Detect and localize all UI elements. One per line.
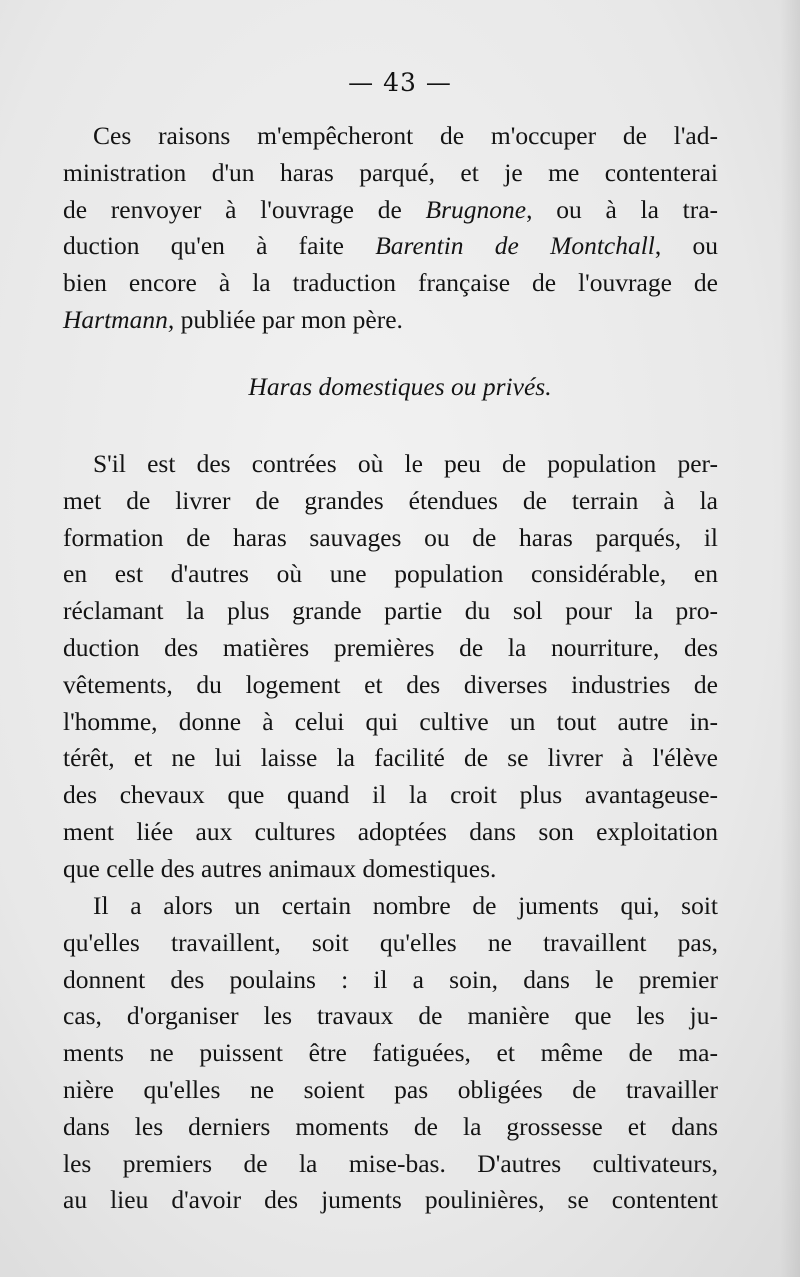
text-line: que celle des autres animaux domestiques.: [63, 853, 497, 883]
text-line: [63, 302, 718, 339]
author-name-hartmann: Hartmann,: [63, 304, 175, 334]
text-line: qu'elles travaillent, soit qu'elles ne travaillent pas,: [63, 927, 718, 957]
text-line: des chevaux que quand il la croit plus avantageuse-: [63, 780, 718, 810]
text-line: bien encore à la traduction française de l'ouvrage de: [63, 268, 718, 298]
text-line: duction des matières premières de la nourriture, des: [63, 632, 718, 662]
text-line: térêt, et ne lui laisse la facilité de se livrer à l'élève: [63, 743, 718, 773]
text-segment: publiée par mon père.: [174, 304, 403, 334]
paragraph-1: [63, 118, 718, 339]
text-line: dans les derniers moments de la grossesse et dans: [63, 1111, 718, 1141]
text-line: met de livrer de grandes étendues de terrain à la: [63, 485, 718, 515]
text-segment: de renvoyer à l'ouvrage de: [63, 194, 426, 224]
text-line: ministration d'un haras parqué, et je me contenterai: [63, 157, 718, 187]
paragraph-3: [63, 888, 718, 1219]
text-line: en est d'autres où une population considérable, en: [63, 559, 718, 589]
text-line: donnent des poulains : il a soin, dans le premier: [63, 964, 718, 994]
text-line: réclamant la plus grande partie du sol pour la pro-: [63, 596, 718, 626]
text-line: cas, d'organiser les travaux de manière que les ju-: [63, 1001, 718, 1031]
text-segment: , ou à la tra-: [526, 194, 719, 224]
text-line: vêtements, du logement et des diverses industries de: [63, 669, 718, 699]
text-line: ment liée aux cultures adoptées dans son exploitation: [63, 816, 718, 846]
text-line: Il a alors un certain nombre de juments qui, soit: [93, 891, 718, 920]
text-line: au lieu d'avoir des juments poulinières, se contentent: [63, 1185, 718, 1215]
author-name-brugnone: Brugnone: [425, 194, 527, 224]
text-line: formation de haras sauvages ou de haras parqués, il: [63, 522, 718, 552]
text-line: Ces raisons m'empêcheront de m'occuper de l'ad-: [93, 121, 718, 150]
text-line: S'il est des contrées où le peu de population per-: [93, 449, 718, 478]
text-segment: , ou: [654, 231, 719, 261]
text-line: nière qu'elles ne soient pas obligées de travailler: [63, 1074, 718, 1104]
text-segment: duction qu'en à faite: [63, 231, 376, 261]
author-name-barentin: Barentin de Montchall: [375, 231, 655, 261]
text-line: l'homme, donne à celui qui cultive un tout autre in-: [63, 706, 718, 736]
page-number: — 43 —: [348, 68, 452, 97]
page-edge-shadow: [780, 0, 800, 1277]
text-line: ments ne puissent être fatiguées, et même de ma-: [63, 1038, 718, 1068]
section-heading: Haras domestiques ou privés.: [248, 372, 552, 401]
text-line: [63, 192, 718, 229]
text-line: les premiers de la mise-bas. D'autres cultivateurs,: [63, 1148, 718, 1178]
text-line: [63, 228, 718, 265]
paragraph-2: [63, 446, 718, 888]
